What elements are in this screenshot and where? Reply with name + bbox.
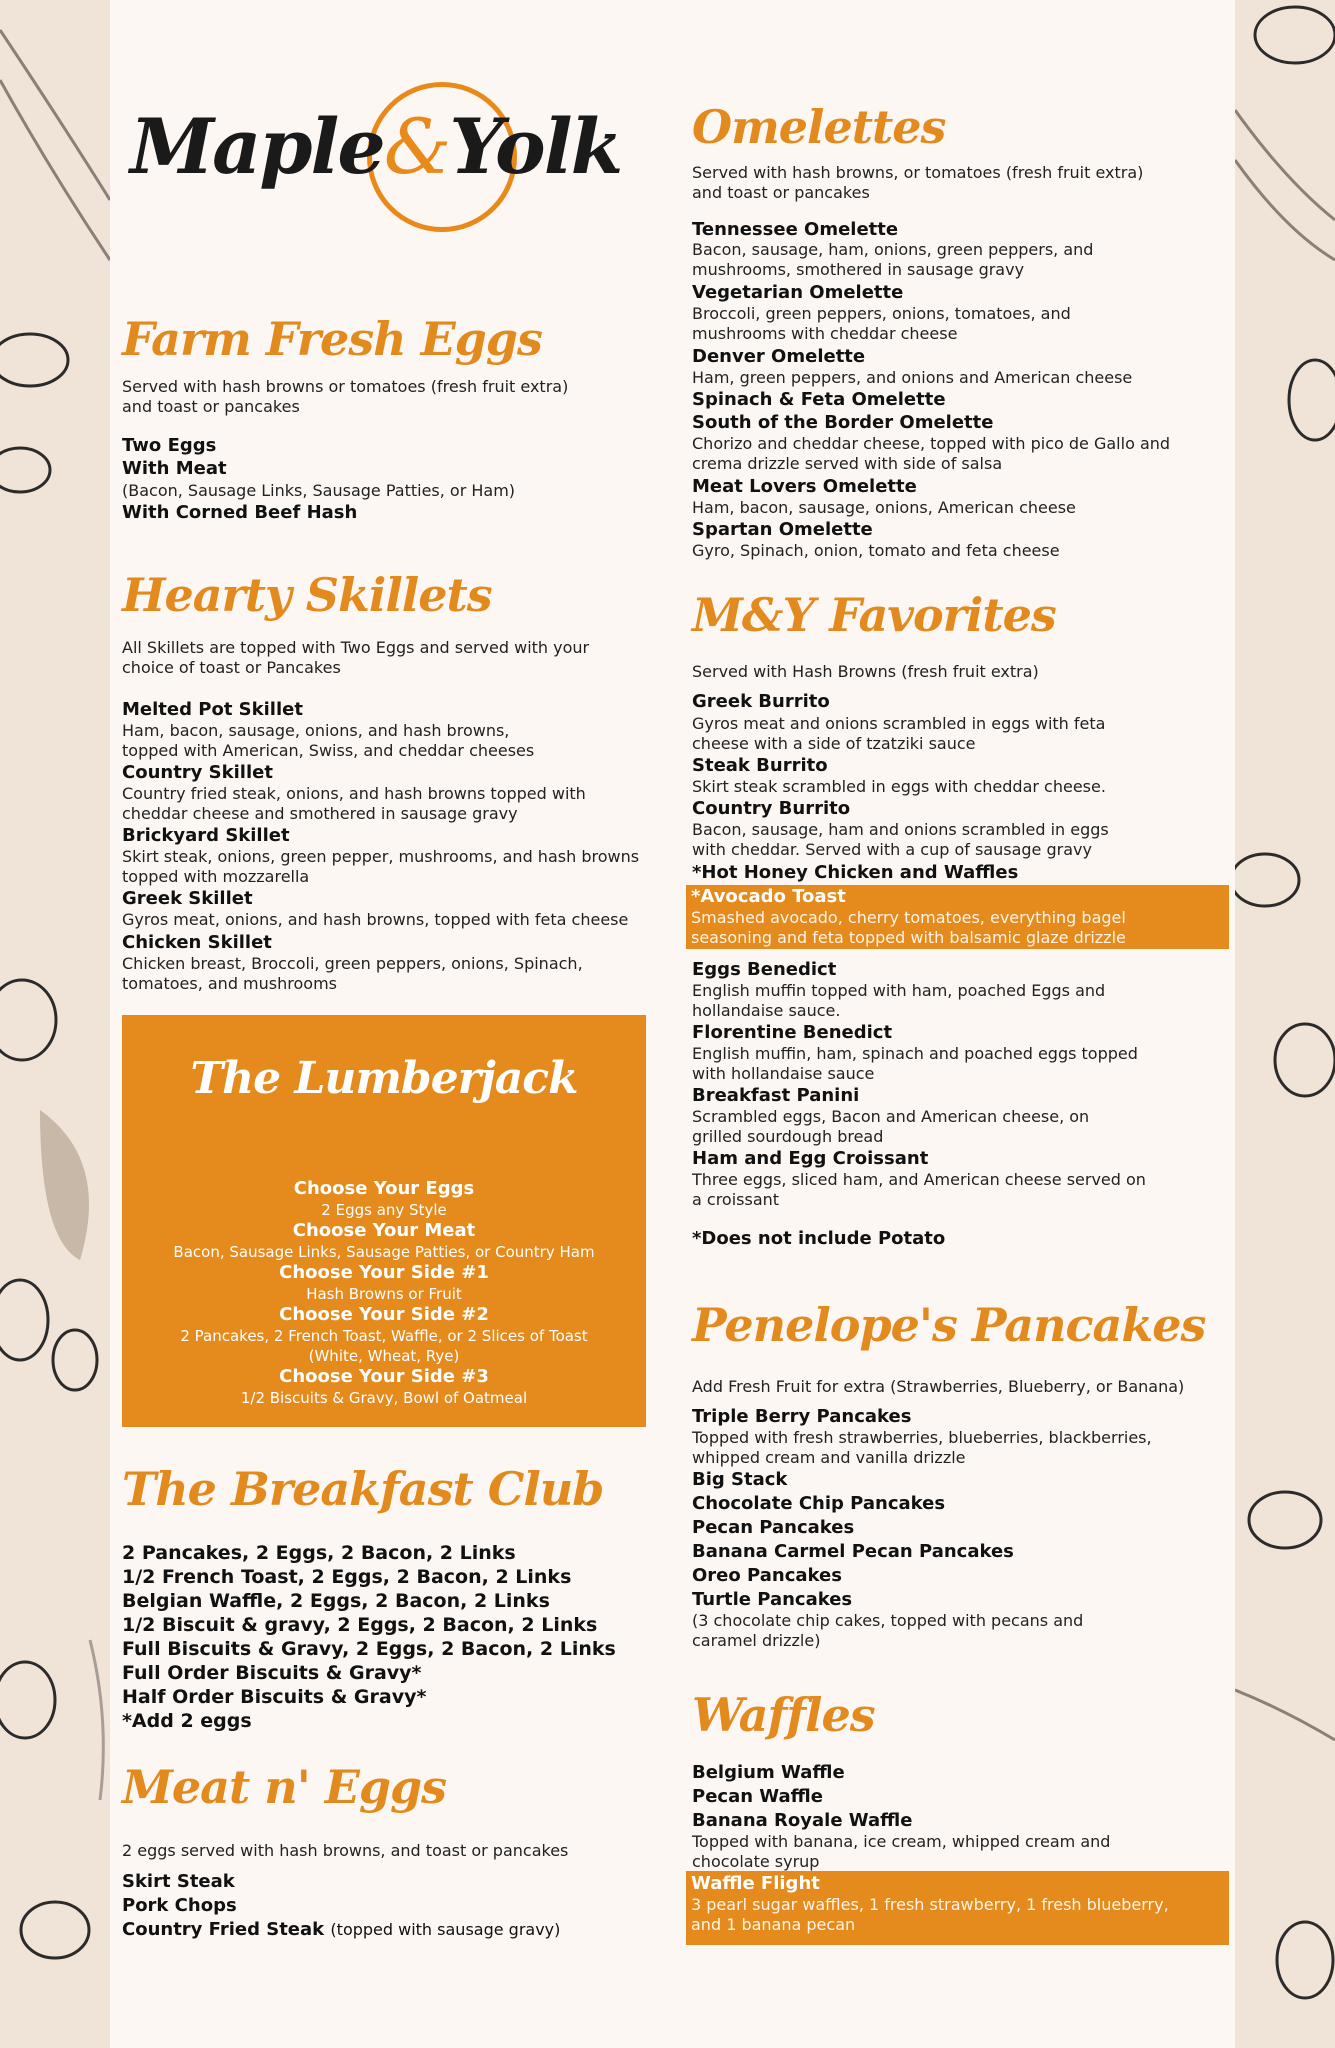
menu-item-desc: Topped with banana, ice cream, whipped cream and chocolate syrup [692,1832,1111,1871]
menu-item-name: Chocolate Chip Pancakes [692,1493,946,1514]
menu-item-name: Oreo Pancakes [692,1565,842,1586]
right-border-pattern [1235,0,1335,2048]
menu-item-note: (topped with sausage gravy) [330,1920,561,1939]
left-border-pattern [0,0,110,2048]
lumberjack-step-detail: Bacon, Sausage Links, Sausage Patties, or Country Ham [173,1243,595,1261]
menu-item-name: Pork Chops [122,1895,237,1916]
menu-item-name: Country Skillet [122,762,273,783]
menu-item-desc: Bacon, sausage, ham and onions scrambled in eggs with cheddar. Served with a cup of sausage gravy [692,820,1109,859]
menu-item-name: Greek Burrito [692,691,830,712]
menu-item-name: Melted Pot Skillet [122,699,303,720]
farm-fresh-eggs-title: Farm Fresh Eggs [122,312,542,366]
menu-item-name: Waffle Flight [691,1873,820,1894]
menu-item-name: Banana Royale Waffle [692,1810,913,1831]
lumberjack-step-head: Choose Your Meat [292,1220,476,1241]
lumberjack-step-head: Choose Your Side #1 [279,1262,489,1283]
lumberjack-title: The Lumberjack [190,1053,578,1104]
omelettes-intro: Served with hash browns, or tomatoes (fresh fruit extra) and toast or pancakes [692,163,1144,202]
menu-item-desc: Topped with fresh strawberries, blueberries, blackberries, whipped cream and vanilla drizzle [692,1428,1152,1467]
lumberjack-steps [122,1178,646,1408]
lumberjack-step-head: Choose Your Side #3 [279,1366,489,1387]
favorites-title: M&Y Favorites [692,588,1056,642]
menu-item-name: Belgian Waffle, 2 Eggs, 2 Bacon, 2 Links [122,1590,550,1612]
menu-item-desc: 3 pearl sugar waffles, 1 fresh strawberry, 1 fresh blueberry, and 1 banana pecan [691,1895,1169,1934]
lumberjack-step-detail: 1/2 Biscuits & Gravy, Bowl of Oatmeal [240,1389,528,1407]
menu-item-name: Belgium Waffle [692,1762,845,1783]
menu-item-name: Two Eggs [122,435,217,456]
menu-item-desc: Three eggs, sliced ham, and American cheese served on a croissant [692,1170,1146,1209]
menu-item-name: Brickyard Skillet [122,825,290,846]
menu-item-name: Greek Skillet [122,888,253,909]
menu-item-desc: Gyros meat and onions scrambled in eggs with feta cheese with a side of tzatziki sauce [692,714,1106,753]
hearty-skillets-title: Hearty Skillets [122,568,492,622]
menu-item-name: Ham and Egg Croissant [692,1148,929,1169]
menu-item-name: Spinach & Feta Omelette [692,389,946,410]
menu-page [110,0,1235,2048]
menu-item-desc: (3 chocolate chip cakes, topped with pecans and caramel drizzle) [692,1611,1084,1650]
menu-item-desc: Skirt steak scrambled in eggs with cheddar cheese. [692,777,1106,796]
menu-item-name: 2 Pancakes, 2 Eggs, 2 Bacon, 2 Links [122,1542,516,1564]
menu-item-name: *Hot Honey Chicken and Waffles [692,862,1019,883]
menu-item-name: Vegetarian Omelette [692,282,904,303]
menu-item-name: Full Biscuits & Gravy, 2 Eggs, 2 Bacon, 2 Links [122,1638,616,1660]
lumberjack-step-detail: Hash Browns or Fruit [306,1285,462,1303]
lumberjack-step-head: Choose Your Side #2 [279,1304,489,1325]
menu-item-name: *Avocado Toast [691,886,846,907]
menu-item-name: With Corned Beef Hash [122,502,358,523]
menu-item-desc: English muffin, ham, spinach and poached eggs topped with hollandaise sauce [692,1044,1138,1083]
menu-item-desc: Gyros meat, onions, and hash browns, topped with feta cheese [122,910,629,929]
menu-item-name: Skirt Steak [122,1871,235,1892]
lumberjack-step-detail: 2 Pancakes, 2 French Toast, Waffle, or 2 Slices of Toast (White, Wheat, Rye) [180,1327,588,1365]
menu-item-name: Florentine Benedict [692,1022,893,1043]
menu-item-name: Country Fried Steak (topped with sausage gravy) [122,1919,561,1940]
menu-item-name: *Add 2 eggs [122,1710,252,1732]
menu-item-desc: Ham, bacon, sausage, onions, and hash browns, topped with American, Swiss, and cheddar cheeses [122,721,535,760]
menu-item-desc: English muffin topped with ham, poached Eggs and hollandaise sauce. [692,981,1106,1020]
menu-item-name: Banana Carmel Pecan Pancakes [692,1541,1014,1562]
menu-item-desc: Smashed avocado, cherry tomatoes, everything bagel seasoning and feta topped with balsamic glaze drizzle [691,908,1126,947]
menu-item-name: Chicken Skillet [122,932,272,953]
menu-item-desc: Gyro, Spinach, onion, tomato and feta cheese [692,541,1060,560]
farm-fresh-eggs-intro: Served with hash browns or tomatoes (fresh fruit extra) and toast or pancakes [122,377,569,416]
menu-item-name: Breakfast Panini [692,1085,860,1106]
pancakes-title: Penelope's Pancakes [692,1298,1206,1352]
menu-item-desc: (Bacon, Sausage Links, Sausage Patties, or Ham) [122,481,516,500]
waffle-flight-highlight [686,1871,1229,1945]
menu-item-desc: Chicken breast, Broccoli, green peppers, onions, Spinach, tomatoes, and mushrooms [122,954,583,993]
menu-item-desc: Country fried steak, onions, and hash browns topped with cheddar cheese and smothered in sausage gravy [122,784,586,823]
menu-item-name: 1/2 Biscuit & gravy, 2 Eggs, 2 Bacon, 2 Links [122,1614,598,1636]
pancakes-intro: Add Fresh Fruit for extra (Strawberries, Blueberry, or Banana) [692,1377,1185,1396]
menu-item-name: Turtle Pancakes [692,1589,853,1610]
menu-item-name: Country Burrito [692,798,851,819]
lumberjack-step-detail: 2 Eggs any Style [321,1201,447,1219]
menu-item-desc: Skirt steak, onions, green pepper, mushrooms, and hash browns topped with mozzarella [122,847,640,886]
omelettes-title: Omelettes [692,100,946,154]
menu-item-name: With Meat [122,458,227,479]
menu-item-name: Spartan Omelette [692,519,873,540]
menu-item-name: Pecan Waffle [692,1786,823,1807]
meat-n-eggs-title: Meat n' Eggs [122,1760,447,1814]
menu-item-desc: Scrambled eggs, Bacon and American cheese, on grilled sourdough bread [692,1107,1090,1146]
lumberjack-step-head: Choose Your Eggs [293,1178,475,1199]
meat-n-eggs-intro: 2 eggs served with hash browns, and toast or pancakes [122,1841,569,1860]
menu-item-name: Meat Lovers Omelette [692,476,917,497]
menu-item-desc: Chorizo and cheddar cheese, topped with pico de Gallo and crema drizzle served with side of salsa [692,434,1171,473]
menu-item-name: Steak Burrito [692,755,828,776]
menu-item-desc: Bacon, sausage, ham, onions, green peppers, and mushrooms, smothered in sausage gravy [692,240,1094,279]
brand-logo [130,82,660,232]
menu-item-name: South of the Border Omelette [692,412,994,433]
menu-item-name: Denver Omelette [692,346,866,367]
menu-item-name: Big Stack [692,1469,788,1490]
lumberjack-box [122,1015,646,1427]
menu-item-name: Pecan Pancakes [692,1517,855,1538]
waffles-title: Waffles [692,1688,875,1742]
menu-item-name: Triple Berry Pancakes [692,1406,912,1427]
hearty-skillets-intro: All Skillets are topped with Two Eggs and served with your choice of toast or Pancakes [122,638,590,677]
avocado-toast-highlight [686,885,1229,949]
menu-item-name: 1/2 French Toast, 2 Eggs, 2 Bacon, 2 Links [122,1566,572,1588]
logo-text: Maple&Yolk [130,102,622,191]
menu-item-desc: Broccoli, green peppers, onions, tomatoes, and mushrooms with cheddar cheese [692,304,1071,343]
menu-item-name: Tennessee Omelette [692,219,899,240]
menu-item-desc: Ham, green peppers, and onions and American cheese [692,368,1133,387]
menu-item-name: Half Order Biscuits & Gravy* [122,1686,427,1708]
favorites-footnote: *Does not include Potato [692,1228,946,1249]
breakfast-club-title: The Breakfast Club [122,1462,604,1516]
menu-item-name: Eggs Benedict [692,959,837,980]
menu-item-desc: Ham, bacon, sausage, onions, American cheese [692,498,1076,517]
menu-item-name: Full Order Biscuits & Gravy* [122,1662,422,1684]
favorites-intro: Served with Hash Browns (fresh fruit extra) [692,662,1039,681]
